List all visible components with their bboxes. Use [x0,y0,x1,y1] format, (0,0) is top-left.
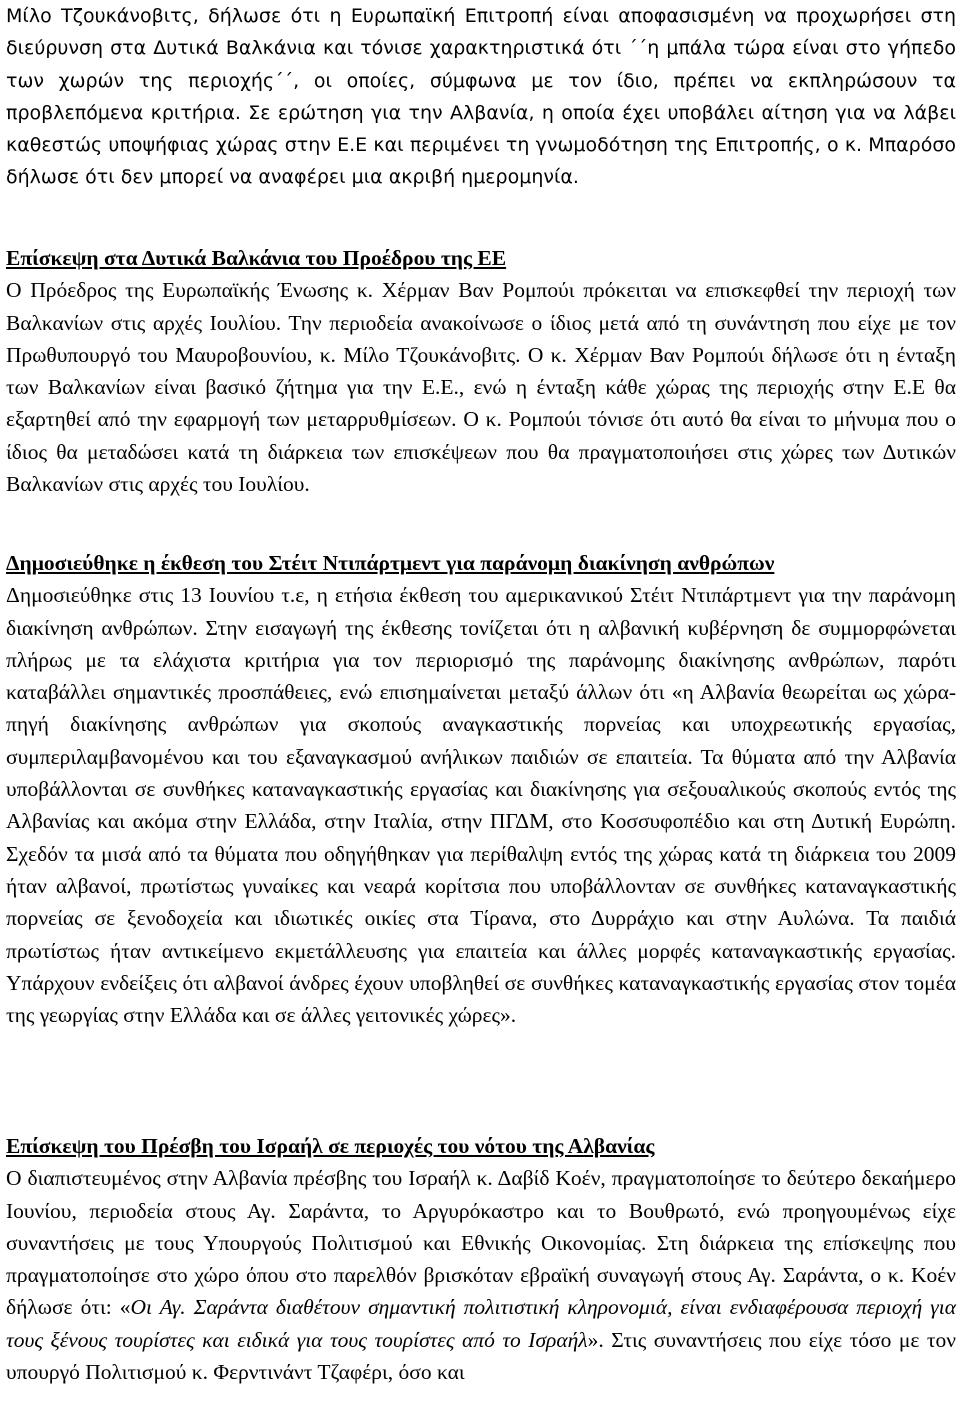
intro-text: Μίλο Τζουκάνοβιτς, δήλωσε ότι η Ευρωπαϊκή Επιτροπή είναι αποφασισμένη να προχωρήσει στη διεύρυνση στα Δυτικά Βαλκάνια και τόνισε χαρακτηριστικά ότι ´´η μπάλα τώρα είναι στο γήπεδο των χωρών της περιοχής´´, οι οποίες, σύμφωνα με τον ίδιο, πρέπει να εκπληρώσουν τα προβλεπόμενα κριτήρια. Σε ερώτηση για την Αλβανία, η οποία έχει υποβάλει αίτηση για να λάβει καθεστώς υποψήφιας χώρας στην Ε.Ε και περιμένει τη γνωμοδότηση της Επιτροπής, ο κ. Μπαρόσο δήλωσε ότι δεν μπορεί να αναφέρει μια ακριβή ημερομηνία. [6,5,956,189]
section-heading: Δημοσιεύθηκε η έκθεση του Στέιτ Ντιπάρτμεντ για παράνομη διακίνηση ανθρώπων [6,551,775,575]
section-body: Ο Πρόεδρος της Ευρωπαϊκής Ένωσης κ. Χέρμαν Βαν Ρομπούι πρόκειται να επισκεφθεί την περιοχή των Βαλκανίων στις αρχές Ιουλίου. Την περιοδεία ανακοίνωσε ο ίδιος μετά από τη συνάντηση που είχε με τον Πρωθυπουργό του Μαυροβουνίου, κ. Μίλο Τζουκάνοβιτς. Ο κ. Χέρμαν Βαν Ρομπούι δήλωσε ότι η ένταξη των Βαλκανίων είναι βασικό ζήτημα για την Ε.Ε., ενώ η ένταξη κάθε χώρας της περιοχής στην Ε.Ε θα εξαρτηθεί από την εφαρμογή των μεταρρυθμίσεων. Ο κ. Ρομπούι τόνισε ότι αυτό θα είναι το μήνυμα που ο ίδιος θα μεταδώσει κατά τη διάρκεια των επισκέψεων που θα πραγματοποιήσει στις χώρες των Δυτικών Βαλκανίων στις αρχές του Ιουλίου. [6,278,956,497]
section-israel-ambassador-visit [6,1130,956,1388]
section-eu-president-visit [6,242,956,500]
section-state-department-report [6,547,956,1031]
body-text-start: Ο διαπιστευμένος στην Αλβανία πρέσβης του Ισραήλ κ. Δαβίδ Κοέν, πραγματοποίησε το δεύτερο δεκαήμερο Ιουνίου, περιοδεία στους Αγ. Σαράντα, το Αργυρόκαστρο και το Βουθρωτό, ενώ προηγουμένως είχε συναντήσεις με τους Υπουργούς Πολιτισμού και Εθνικής Οικονομίας. Στη διάρκεια της επίσκεψης που πραγματοποίησε στο χώρο όπου στο παρελθόν βρισκόταν εβραϊκή συναγωγή στους Αγ. Σαράντα, ο κ. Κοέν δήλωσε ότι: « [6,1166,956,1320]
section-body: Δημοσιεύθηκε στις 13 Ιουνίου τ.ε, η ετήσια έκθεση του αμερικανικού Στέιτ Ντιπάρτμεντ για την παράνομη διακίνηση ανθρώπων. Στην εισαγωγή της έκθεσης τονίζεται ότι η αλβανική κυβέρνηση δε συμμορφώνεται πλήρως με τα ελάχιστα κριτήρια για τον περιορισμό της παράνομης διακίνησης ανθρώπων, παρότι καταβάλλει σημαντικές προσπάθειες, ενώ επισημαίνεται μεταξύ άλλων ότι «η Αλβανία θεωρείται ως χώρα-πηγή διακίνησης ανθρώπων για σκοπούς αναγκαστικής πορνείας και υποχρεωτικής εργασίας, συμπεριλαμβανομένου και του εξαναγκασμού ανήλικων παιδιών σε επαιτεία. Τα θύματα από την Αλβανία υποβάλλονται σε συνθήκες καταναγκαστικής εργασίας και διακίνησης για σεξουαλικούς σκοπούς εντός της Αλβανίας και ακόμα στην Ελλάδα, στην Ιταλία, στην ΠΓΔΜ, στο Κοσσυφοπέδιο και στη Δυτική Ευρώπη. Σχεδόν τα μισά από τα θύματα που οδηγήθηκαν για περίθαλψη εντός της χώρας κατά τη διάρκεια του 2009 ήταν αλβανοί, πρωτίστως γυναίκες και νεαρά κορίτσια που υποβάλλονταν σε συνθήκες καταναγκαστικής πορνείας σε ξενοδοχεία και ιδιωτικές οικίες στα Τίρανα, στο Δυρράχιο και στην Αυλώνα. Τα παιδιά πρωτίστως ήταν αντικείμενο εκμετάλλευσης για επαιτεία και άλλες μορφές καταναγκαστικής εργασίας. Υπάρχουν ενδείξεις ότι αλβανοί άνδρες έχουν υποβληθεί σε συνθήκες καταναγκαστικής εργασίας στον τομέα της γεωργίας στην Ελλάδα και σε άλλες γειτονικές χώρες». [6,583,956,1028]
section-heading: Επίσκεψη του Πρέσβη του Ισραήλ σε περιοχές του νότου της Αλβανίας [6,1134,655,1158]
section-body [6,1162,956,1388]
body-text-end: ». Στις συναντήσεις που είχε τόσο με τον υπουργό Πολιτισμού κ. Φερντινάντ Τζαφέρι, όσο και [6,1327,956,1385]
italic-quote: Οι Αγ. Σαράντα διαθέτουν σημαντική πολιτιστική κληρονομιά, είναι ενδιαφέρουσα περιοχή για τους ξένους τουρίστες και ειδικά για τους τουρίστες από το Ισραήλ [6,1295,956,1352]
intro-paragraph [6,0,956,194]
section-heading: Επίσκεψη στα Δυτικά Βαλκάνια του Προέδρου της ΕΕ [6,246,507,270]
